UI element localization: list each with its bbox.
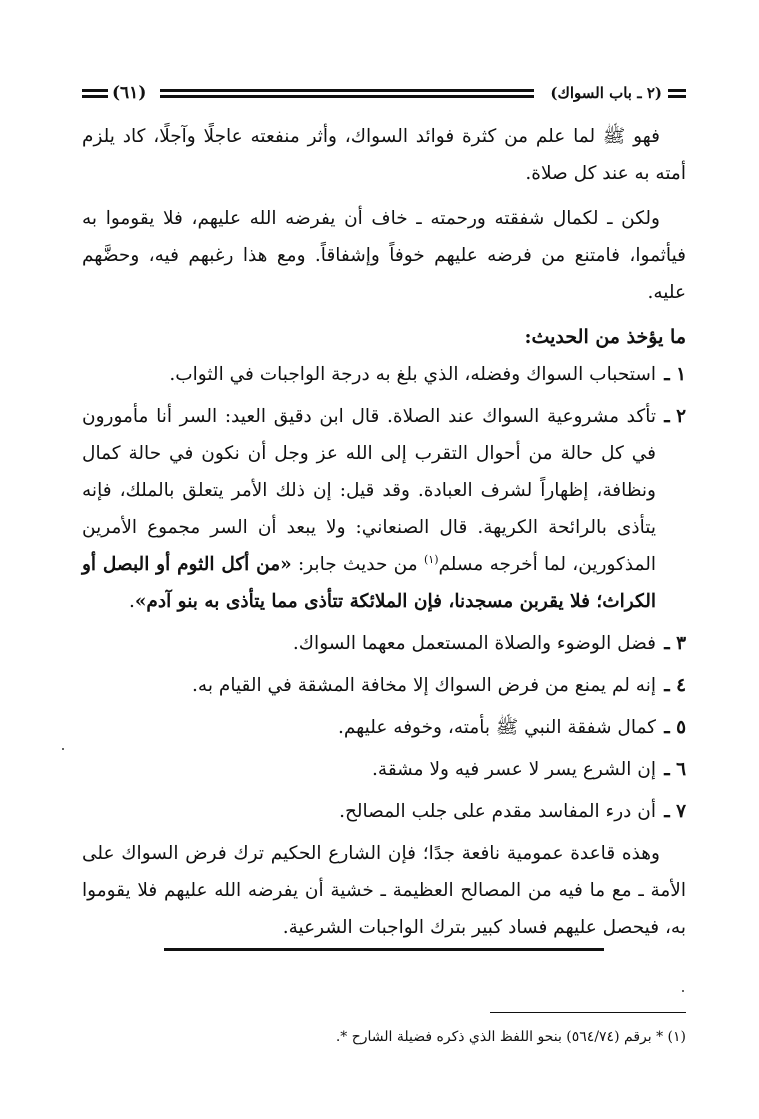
item-text: تأكد مشروعية السواك عند الصلاة. قال ابن دقيق العيد: السر أنا مأمورون في كل حالة من أحوال التقرب إلى الله عز وجل أن نكون في حالة كمال ونظافة، إظهاراً لشرف العبادة. وقد قيل: إن ذلك الأمر يتعلق بالملك، فإنه يتأذى بالرائحة الكريهة. قال الصنعاني: ولا يبعد أن السر مجموع الأمرين المذكورين، لما أخرجه مسلم xyxy=(82,406,656,575)
chapter-title: (٢ ـ باب السواك) xyxy=(550,84,662,102)
item-number: ٢ ـ xyxy=(664,406,686,427)
item-text: أن درء المفاسد مقدم على جلب المصالح. xyxy=(339,801,656,822)
list-item xyxy=(82,356,686,393)
footnote: (١) * برقم (٥٦٤/٧٤) بنحو اللفظ الذي ذكره فضيلة الشارح *. xyxy=(335,1029,686,1045)
item-number: ٥ ـ xyxy=(664,717,686,738)
scan-speck xyxy=(682,990,684,992)
benefits-list xyxy=(82,356,686,830)
item-number: ٧ ـ xyxy=(664,801,686,822)
main-text xyxy=(82,118,686,954)
hadith-quote: «من أكل الثوم أو البصل أو الكراث؛ فلا يقربن مسجدنا، فإن الملائكة تتأذى مما يتأذى به بنو آدم» xyxy=(82,554,656,612)
scan-speck xyxy=(62,748,64,750)
list-item xyxy=(82,793,686,830)
item-text-end: . xyxy=(128,591,135,612)
header-rule-middle xyxy=(160,89,534,98)
item-text-continued: من حديث جابر: xyxy=(291,554,424,575)
page-number: (٦١) xyxy=(112,83,147,103)
footnote-marker[interactable]: (١) xyxy=(423,552,439,566)
item-number: ٦ ـ xyxy=(664,759,686,780)
page-header xyxy=(82,80,686,106)
header-rule-left xyxy=(82,89,108,98)
item-text: إنه لم يمنع من فرض السواك إلا مخافة المشقة في القيام به. xyxy=(192,675,656,696)
item-text: كمال شفقة النبي ﷺ بأمته، وخوفه عليهم. xyxy=(337,717,656,738)
item-number: ٤ ـ xyxy=(664,675,686,696)
paragraph-principle: وهذه قاعدة عمومية نافعة جدًا؛ فإن الشارع الحكيم ترك فرض السواك على الأمة ـ مع ما فيه من المصالح العظيمة ـ خشية أن يفرضه الله عليهم فلا يقوموا به، فيحصل عليهم فساد كبير بترك الواجبات الشرعية. xyxy=(82,843,686,938)
header-rule-right xyxy=(668,89,686,98)
section-heading: ما يؤخذ من الحديث: xyxy=(524,326,686,348)
item-text: إن الشرع يسر لا عسر فيه ولا مشقة. xyxy=(372,759,656,780)
item-text: فضل الوضوء والصلاة المستعمل معهما السواك. xyxy=(292,633,656,654)
section-divider xyxy=(164,948,604,951)
item-number: ٣ ـ xyxy=(664,633,686,654)
paragraph-intro: فهو ﷺ لما علم من كثرة فوائد السواك، وأثر منفعته عاجلًا وآجلًا، كاد يلزم أمته به عند كل صلاة. xyxy=(82,126,686,184)
item-text: استحباب السواك وفضله، الذي بلغ به درجة الواجبات في الثواب. xyxy=(169,364,656,385)
list-item xyxy=(82,398,686,620)
list-item xyxy=(82,667,686,704)
item-number: ١ ـ xyxy=(664,364,686,385)
list-item xyxy=(82,751,686,788)
list-item xyxy=(82,625,686,662)
item-text-compound xyxy=(82,398,656,620)
paragraph-mercy: ولكن ـ لكمال شفقته ورحمته ـ خاف أن يفرضه الله عليهم، فلا يقوموا به فيأثموا، فامتنع من فرضه عليهم خوفاً وإشفاقاً. ومع هذا رغبهم فيه، وحضَّهم عليه. xyxy=(82,208,686,303)
footnote-divider xyxy=(490,1012,686,1013)
list-item xyxy=(82,709,686,746)
